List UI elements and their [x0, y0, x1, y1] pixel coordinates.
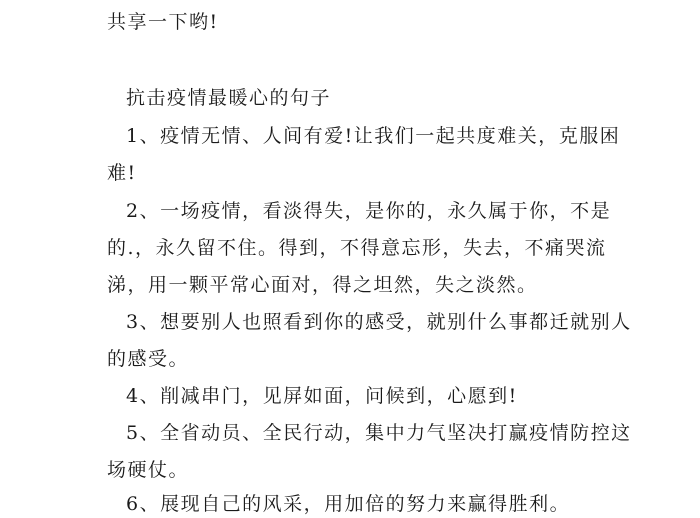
item-2-line-1: 2、一场疫情，看淡得失，是你的，永久属于你，不是	[126, 200, 612, 222]
item-3-line-2: 的感受。	[107, 348, 190, 370]
item-1-line-1: 1、疫情无情、人间有爱!让我们一起共度难关，克服困	[126, 125, 621, 147]
item-5-line-1: 5、全省动员、全民行动，集中力气坚决打赢疫情防控这	[126, 422, 632, 444]
section-title: 抗击疫情最暖心的句子	[126, 87, 332, 109]
item-1-line-2: 难!	[107, 162, 137, 184]
item-3-line-1: 3、想要别人也照看到你的感受，就别什么事都迁就别人	[126, 311, 632, 333]
intro-tail-text: 共享一下哟!	[107, 11, 219, 33]
item-6-line-1: 6、展现自己的风采，用加倍的努力来赢得胜利。	[126, 493, 571, 515]
item-4-line-1: 4、削减串门，见屏如面，问候到，心愿到!	[126, 385, 518, 407]
item-2-line-2: 的.，永久留不住。得到，不得意忘形，失去，不痛哭流	[107, 237, 607, 259]
item-5-line-2: 场硬仗。	[107, 459, 190, 481]
item-2-line-3: 涕，用一颗平常心面对，得之坦然，失之淡然。	[107, 274, 538, 296]
